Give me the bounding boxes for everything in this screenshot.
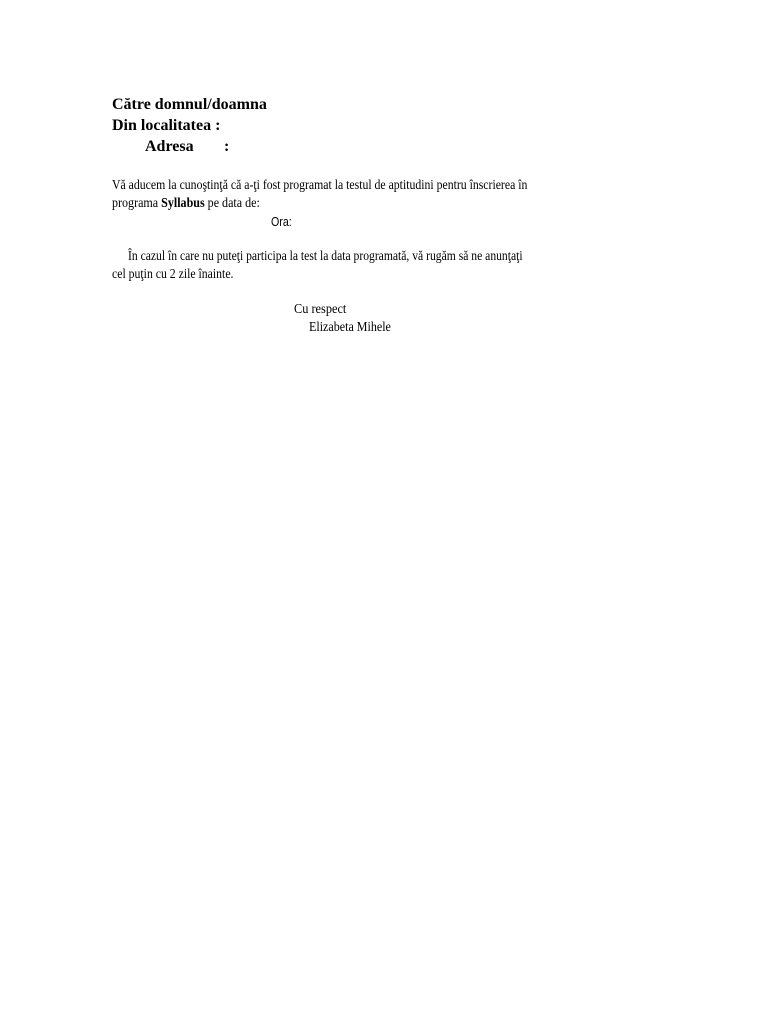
closing-text: Cu respect [294,302,347,317]
paragraph1-line1: Vă aducem la cunoştinţă că a-ţi fost programat la testul de aptitudini pentru înscrierea în [112,178,528,193]
paragraph1-line2 [112,195,260,213]
paragraph1-line2-before: programa [112,196,162,211]
address-line [145,137,230,157]
time-label: Ora: [271,214,292,229]
paragraph2-line1: În cazul în care nu puteţi participa la test la data programată, vă rugăm să ne anunţaţi [128,249,523,264]
address-label: Adresa [145,138,194,155]
address-colon: : [224,138,230,155]
recipient-label: Către domnul/doamna [112,96,267,113]
paragraph1-line2-after: pe data de: [204,196,260,211]
locality-label: Din localitatea : [112,117,221,134]
signature-name: Elizabeta Mihele [309,320,391,335]
program-name: Syllabus [161,196,205,211]
paragraph2-line2: cel puţin cu 2 zile înainte. [112,267,234,282]
